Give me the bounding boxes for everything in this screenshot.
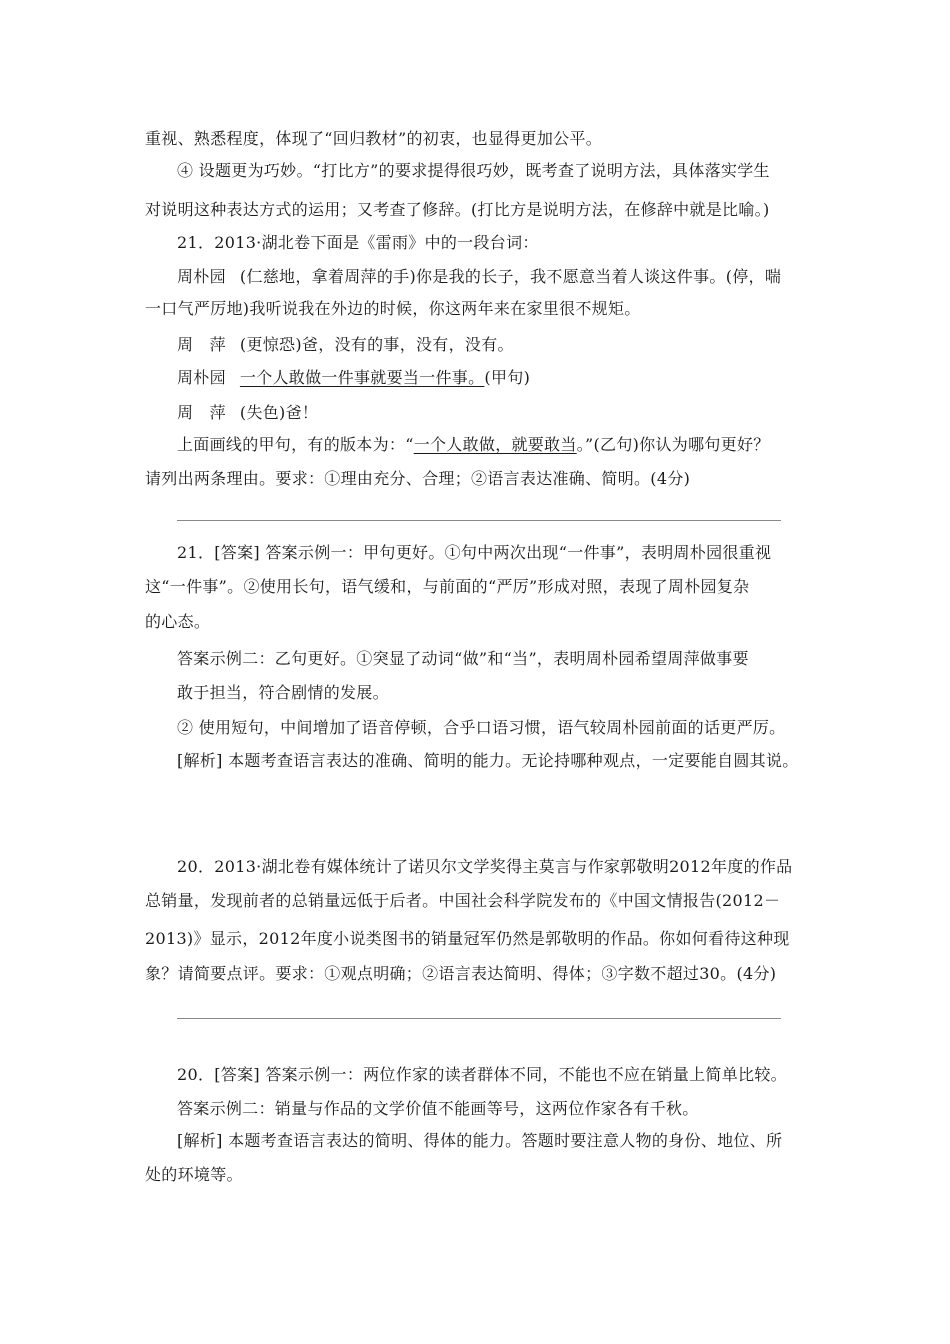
answer-20-line: 20．[答案] 答案示例一：两位作家的读者群体不同，不能也不应在销量上简单比较。 [177,1065,787,1084]
paragraph-line: ④ 设题更为巧妙。“打比方”的要求提得很巧妙，既考查了说明方法，具体落实学生 [177,161,770,180]
analysis-21: [解析] 本题考查语言表达的准确、简明的能力。无论持哪种观点，一定要能自圆其说。 [177,751,799,770]
question-20-line: 20．2013·湖北卷有媒体统计了诺贝尔文学奖得主莫言与作家郭敬明2012年度的作品 [177,857,793,876]
speaker: 周 萍 [177,335,226,354]
analysis-20: [解析] 本题考查语言表达的简明、得体的能力。答题时要注意人物的身份、地位、所 [177,1131,783,1150]
answer-21-line: ② 使用短句，中间增加了语音停顿，合乎口语习惯，语气较周朴园前面的话更严厉。 [177,718,786,737]
question-20-line: 象？请简要点评。要求：①观点明确；②语言表达简明、得体；③字数不超过30。(4分) [145,964,777,983]
question-21-stem: 21．2013·湖北卷下面是《雷雨》中的一段台词： [177,233,539,252]
speaker: 周朴园 [177,267,226,286]
answer-21-line: 这“一件事”。②使用长句，语气缓和，与前面的“严厉”形成对照，表现了周朴园复杂 [145,577,750,596]
question-21-requirement: 请列出两条理由。要求：①理由充分、合理；②语言表达准确、简明。(4分) [145,469,691,488]
dialogue-line [177,266,857,288]
question-21-ask: 上面画线的甲句，有的版本为：“一个人敢做，就要敢当。”(乙句)你认为哪句更好？ [177,435,770,454]
dialogue-text: (失色)爸！ [239,403,319,422]
answer-20-line: 答案示例二：销量与作品的文学价值不能画等号，这两位作家各有千秋。 [177,1099,699,1118]
dialogue-line [177,402,857,424]
dialogue-line [177,334,857,356]
sentence-tag: (甲句) [484,368,531,387]
dialogue-text: (更惊恐)爸，没有的事，没有，没有。 [239,335,514,354]
speaker: 周朴园 [177,368,226,387]
question-20-line: 总销量，发现前者的总销量远低于后者。中国社会科学院发布的《中国文情报告(2012－ [145,891,781,910]
answer-21-line: 敢于担当，符合剧情的发展。 [177,683,389,702]
dialogue-text: (仁慈地，拿着周萍的手)你是我的长子，我不愿意当着人谈这件事。(停，喘 [239,267,782,286]
answer-line [177,520,781,521]
dialogue-continuation: 一口气严厉地)我听说我在外边的时候，你这两年来在家里很不规矩。 [145,299,641,318]
analysis-20-cont: 处的环境等。 [145,1165,243,1184]
paragraph-line: 重视、熟悉程度，体现了“回归教材”的初衷，也显得更加公平。 [145,129,603,148]
speaker: 周 萍 [177,403,226,422]
answer-21-line: 的心态。 [145,612,211,631]
question-20-line: 2013)》显示，2012年度小说类图书的销量冠军仍然是郭敬明的作品。你如何看待这种现 [145,929,790,948]
paragraph-line: 对说明这种表达方式的运用；又考查了修辞。(打比方是说明方法，在修辞中就是比喻。) [145,200,770,219]
underlined-sentence-a: 一个人敢做一件事就要当一件事。 [239,368,485,387]
answer-21-line: 答案示例二：乙句更好。①突显了动词“做”和“当”，表明周朴园希望周萍做事要 [177,649,749,668]
answer-line [177,1018,781,1019]
answer-21-line: 21．[答案] 答案示例一：甲句更好。①句中两次出现“一件事”，表明周朴园很重视 [177,543,772,562]
dialogue-line [177,367,857,389]
